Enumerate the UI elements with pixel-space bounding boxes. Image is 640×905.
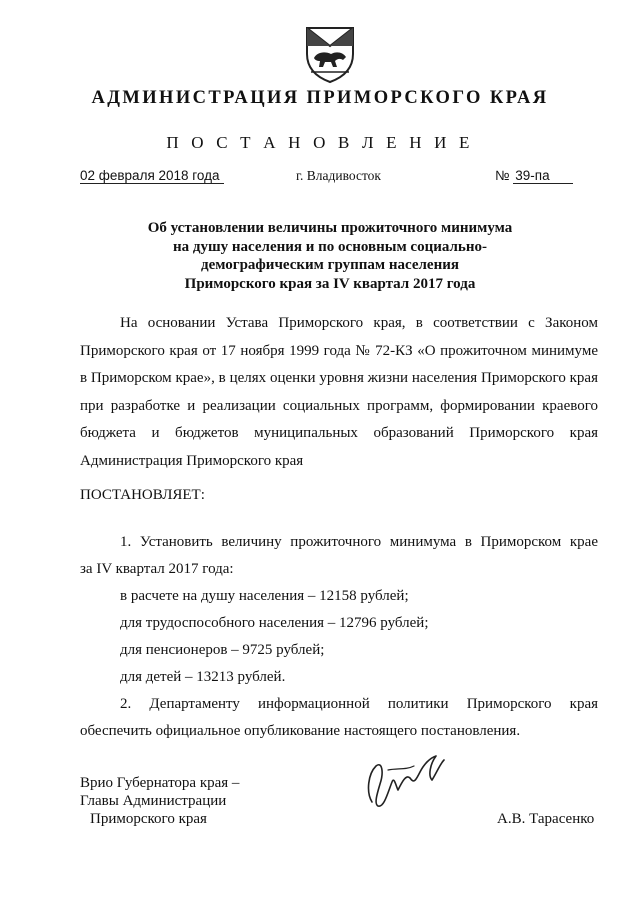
document-number xyxy=(495,168,573,184)
document-date: 02 февраля 2018 года xyxy=(80,168,224,184)
position-line: Врио Губернатора края – xyxy=(80,775,240,791)
signatory-name: А.В. Тарасенко xyxy=(497,811,595,827)
item-2-line-1: 2. Департаменту информационной политики Приморского края xyxy=(120,696,598,712)
title-line: Об установлении величины прожиточного минимума xyxy=(147,220,513,236)
value-children: для детей – 13213 рублей. xyxy=(120,669,286,685)
item-2-line-2: обеспечить официальное опубликование настоящего постановления. xyxy=(80,723,521,739)
position-line: Главы Администрации xyxy=(80,793,227,809)
coat-of-arms-emblem xyxy=(303,24,357,84)
decree-word: ПОСТАНОВЛЯЕТ: xyxy=(80,487,205,503)
preamble-paragraph: На основании Устава Приморского края, в соответствии с Законом Приморского края от 17 ноября 1999 года № 72-КЗ «О прожиточном минимуме в Приморском крае», в целях оценки уровня жизни населения Приморского края при разработке и реализации социальных программ, формировании краевого бюджета и бюджетов муниципальных образований Приморского края Администрация Приморского края xyxy=(80,315,598,469)
document-type: П О С Т А Н О В Л Е Н И Е xyxy=(166,133,474,152)
number-prefix: № xyxy=(495,168,510,183)
item-1-line-1: 1. Установить величину прожиточного минимума в Приморском крае xyxy=(120,534,598,550)
document-title xyxy=(120,219,540,293)
handwritten-signature xyxy=(358,752,454,814)
organization-title: АДМИНИСТРАЦИЯ ПРИМОРСКОГО КРАЯ xyxy=(91,88,549,108)
position-line: Приморского края xyxy=(90,811,207,827)
title-line: Приморского края за IV квартал 2017 года xyxy=(184,275,476,292)
number-value: 39-па xyxy=(513,168,573,184)
title-line: демографическим группам населения xyxy=(201,257,459,274)
signatory-position xyxy=(80,774,239,828)
title-line: на душу населения и по основным социально- xyxy=(173,238,487,255)
document-city: г. Владивосток xyxy=(296,168,381,183)
item-1-line-2: за IV квартал 2017 года: xyxy=(80,561,234,577)
value-working-age: для трудоспособного населения – 12796 рублей; xyxy=(120,615,429,631)
value-pensioners: для пенсионеров – 9725 рублей; xyxy=(120,642,325,658)
value-per-capita: в расчете на душу населения – 12158 рублей; xyxy=(120,588,409,604)
